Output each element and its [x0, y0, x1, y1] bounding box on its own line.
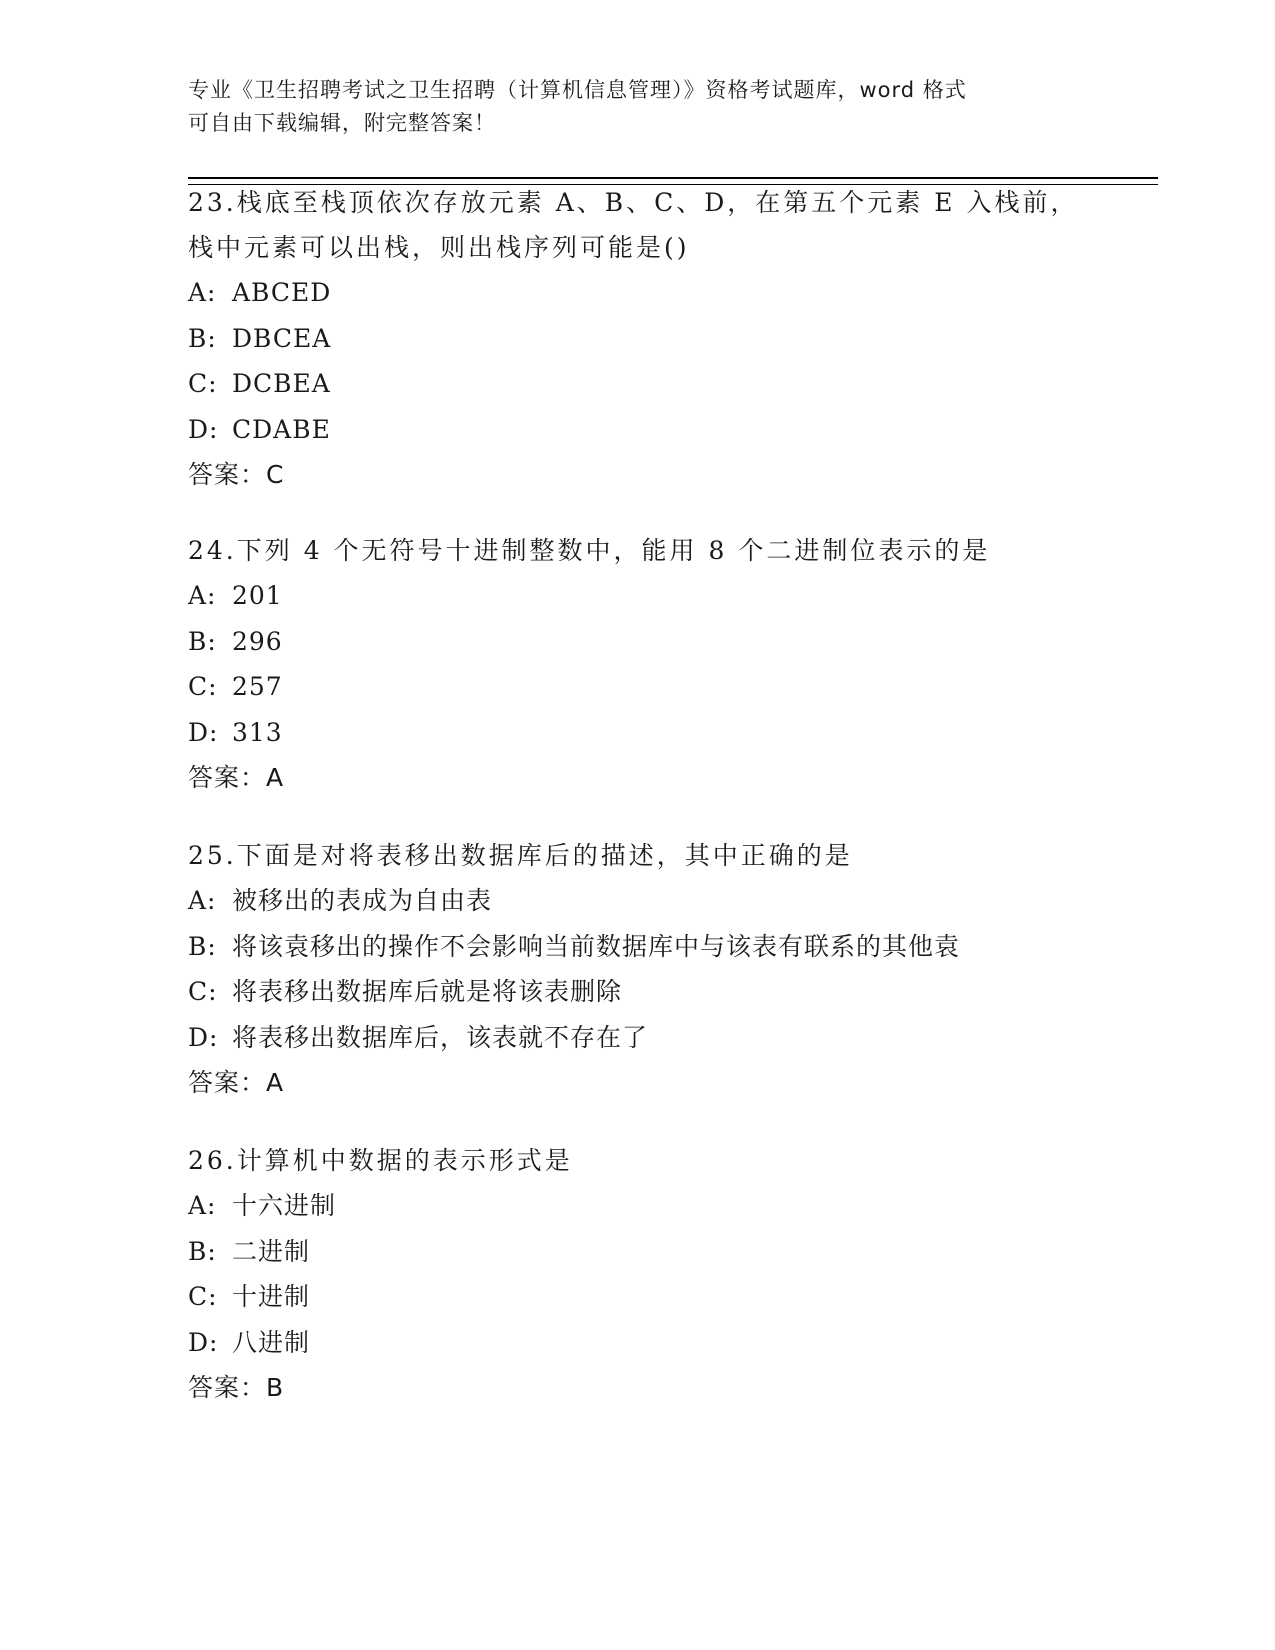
option-label: A: — [188, 581, 217, 610]
option-d — [188, 1320, 1088, 1366]
option-label: B: — [188, 931, 217, 961]
answer: 答案：C — [188, 460, 285, 489]
option-label: B: — [188, 323, 217, 353]
option-text: CDABE — [232, 414, 331, 444]
option-label: A: — [188, 886, 217, 915]
option-text: 十六进制 — [232, 1191, 337, 1220]
option-label: A: — [188, 1191, 217, 1220]
answer: 答案：A — [188, 763, 285, 792]
option-text: 十进制 — [232, 1282, 311, 1311]
option-a — [188, 270, 1088, 316]
option-b — [188, 1229, 1088, 1275]
option-b — [188, 924, 1088, 970]
option-label: C: — [188, 977, 218, 1006]
option-c — [188, 361, 1088, 407]
header-line-1: 专业《卫生招聘考试之卫生招聘（计算机信息管理）》资格考试题库，word 格式 — [188, 78, 967, 102]
option-label: D: — [188, 717, 219, 747]
option-a — [188, 878, 1088, 924]
question-stem: 26.计算机中数据的表示形式是 — [188, 1146, 573, 1175]
option-label: A: — [188, 278, 217, 307]
option-c — [188, 664, 1088, 710]
option-label: C: — [188, 369, 218, 398]
option-b — [188, 619, 1088, 665]
option-a — [188, 573, 1088, 619]
header-line-2: 可自由下载编辑，附完整答案！ — [188, 111, 496, 135]
option-text: DBCEA — [232, 323, 332, 353]
option-c — [188, 1274, 1088, 1320]
question-stem: 23.栈底至栈顶依次存放元素 A、B、C、D，在第五个元素 E 入栈前，栈中元素可以出栈，则出栈序列可能是() — [188, 188, 1079, 262]
option-text: 八进制 — [232, 1327, 311, 1357]
option-d — [188, 407, 1088, 453]
option-d — [188, 710, 1088, 756]
option-text: 将表移出数据库后，该表就不存在了 — [232, 1022, 649, 1052]
document-header — [188, 74, 1088, 140]
option-text: 296 — [232, 626, 283, 656]
answer: 答案：A — [188, 1068, 285, 1097]
question-24 — [188, 528, 1088, 800]
question-25 — [188, 833, 1088, 1105]
option-label: D: — [188, 1022, 219, 1052]
option-text: 313 — [232, 717, 283, 747]
option-c — [188, 969, 1088, 1015]
option-label: C: — [188, 1282, 218, 1311]
option-b — [188, 316, 1088, 362]
question-23 — [188, 180, 1088, 497]
option-text: 被移出的表成为自由表 — [232, 886, 493, 915]
header-divider-thick — [188, 177, 1158, 179]
option-label: D: — [188, 414, 219, 444]
question-26 — [188, 1138, 1088, 1410]
option-label: B: — [188, 626, 217, 656]
option-label: D: — [188, 1327, 219, 1357]
answer: 答案：B — [188, 1373, 285, 1402]
option-text: DCBEA — [232, 369, 331, 398]
option-text: 将表移出数据库后就是将该表删除 — [232, 977, 623, 1006]
option-text: 将该袁移出的操作不会影响当前数据库中与该表有联系的其他袁 — [232, 931, 961, 961]
question-stem: 24.下列 4 个无符号十进制整数中，能用 8 个二进制位表示的是 — [188, 536, 991, 565]
question-stem: 25.下面是对将表移出数据库后的描述，其中正确的是 — [188, 841, 853, 870]
option-text: ABCED — [232, 278, 332, 307]
option-text: 201 — [232, 581, 283, 610]
option-a — [188, 1183, 1088, 1229]
option-text: 二进制 — [232, 1236, 311, 1266]
option-label: B: — [188, 1236, 217, 1266]
option-d — [188, 1015, 1088, 1061]
option-text: 257 — [232, 672, 283, 701]
option-label: C: — [188, 672, 218, 701]
